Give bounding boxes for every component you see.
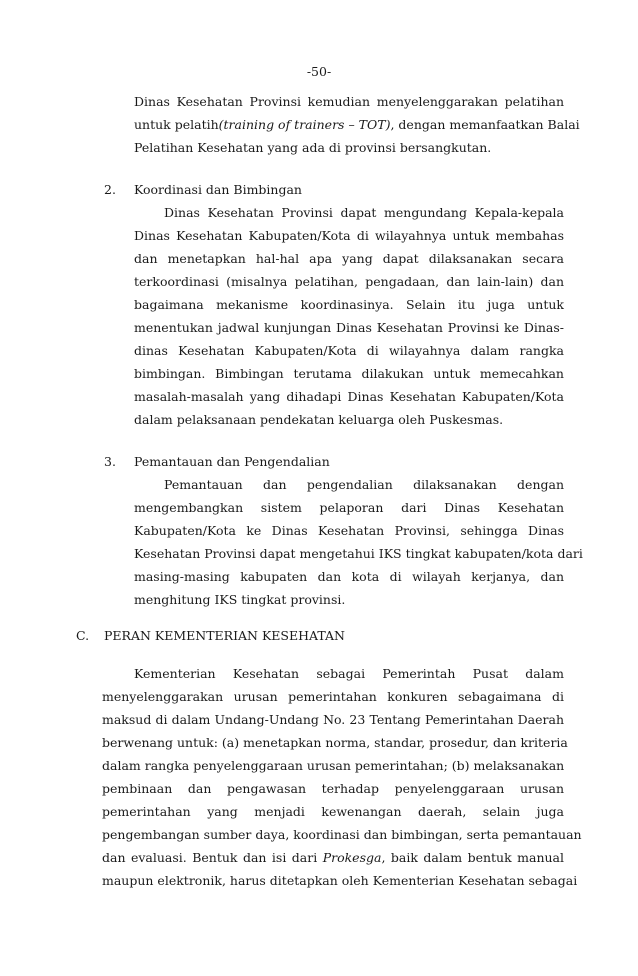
- item-2-line-10: dalam pelaksanaan pendekatan keluarga oleh Puskesmas.: [134, 412, 504, 427]
- intro-line-3: Pelatihan Kesehatan yang ada di provinsi bersangkutan.: [134, 140, 492, 155]
- section-c-line-9: dan evaluasi. Bentuk dan isi dari Prokesga, baik dalam bentuk manual: [102, 850, 564, 865]
- section-c-line-5: dalam rangka penyelenggaraan urusan pemerintahan; (b) melaksanakan: [102, 758, 565, 773]
- item-2-line-9: masalah-masalah yang dihadapi Dinas Kesehatan Kabupaten/Kota: [134, 389, 564, 404]
- item-3-line-3: Kabupaten/Kota ke Dinas Kesehatan Provinsi, sehingga Dinas: [134, 523, 564, 538]
- item-3-line-6: menghitung IKS tingkat provinsi.: [134, 592, 346, 607]
- item-2-number: 2.: [104, 182, 116, 197]
- item-2-line-2: Dinas Kesehatan Kabupaten/Kota di wilayahnya untuk membahas: [134, 228, 564, 243]
- section-c-line-8: pengembangan sumber daya, koordinasi dan bimbingan, serta pemantauan: [102, 827, 582, 842]
- section-c-line-7: pemerintahan yang menjadi kewenangan daerah, selain juga: [102, 804, 564, 819]
- item-3-number: 3.: [104, 454, 116, 469]
- section-c-line-4: berwenang untuk: (a) menetapkan norma, standar, prosedur, dan kriteria: [102, 735, 568, 750]
- item-3-line-2: mengembangkan sistem pelaporan dari Dinas Kesehatan: [134, 500, 564, 515]
- item-2-line-1: Dinas Kesehatan Provinsi dapat mengundang Kepala-kepala: [164, 205, 564, 220]
- item-2-line-6: menentukan jadwal kunjungan Dinas Kesehatan Provinsi ke Dinas-: [134, 320, 564, 335]
- section-c-line-10: maupun elektronik, harus ditetapkan oleh Kementerian Kesehatan sebagai: [102, 873, 578, 888]
- item-2-title: Koordinasi dan Bimbingan: [134, 182, 302, 197]
- item-2-line-4: terkoordinasi (misalnya pelatihan, pengadaan, dan lain-lain) dan: [134, 274, 564, 289]
- item-2-line-8: bimbingan. Bimbingan terutama dilakukan untuk memecahkan: [134, 366, 564, 381]
- intro-line-2: untuk pelatih(training of trainers – TOT), dengan memanfaatkan Balai: [134, 117, 580, 132]
- section-c-line-2: menyelenggarakan urusan pemerintahan konkuren sebagaimana di: [102, 689, 564, 704]
- item-3-line-1: Pemantauan dan pengendalian dilaksanakan dengan: [164, 477, 564, 492]
- section-c-line-1: Kementerian Kesehatan sebagai Pemerintah Pusat dalam: [134, 666, 564, 681]
- item-2-line-5: bagaimana mekanisme koordinasinya. Selain itu juga untuk: [134, 297, 564, 312]
- item-2-line-3: dan menetapkan hal-hal apa yang dapat dilaksanakan secara: [134, 251, 564, 266]
- item-3-line-4: Kesehatan Provinsi dapat mengetahui IKS tingkat kabupaten/kota dari: [134, 546, 583, 561]
- item-2-line-7: dinas Kesehatan Kabupaten/Kota di wilayahnya dalam rangka: [134, 343, 564, 358]
- item-3-title: Pemantauan dan Pengendalian: [134, 454, 330, 469]
- page-number: -50-: [306, 64, 332, 79]
- intro-line-1: Dinas Kesehatan Provinsi kemudian menyelenggarakan pelatihan: [134, 94, 564, 109]
- section-c-line-6: pembinaan dan pengawasan terhadap penyelenggaraan urusan: [102, 781, 564, 796]
- section-c-letter: C.: [76, 628, 90, 643]
- item-3-line-5: masing-masing kabupaten dan kota di wilayah kerjanya, dan: [134, 569, 564, 584]
- section-c-title: PERAN KEMENTERIAN KESEHATAN: [104, 628, 345, 643]
- section-c-line-3: maksud di dalam Undang-Undang No. 23 Tentang Pemerintahan Daerah: [102, 712, 564, 727]
